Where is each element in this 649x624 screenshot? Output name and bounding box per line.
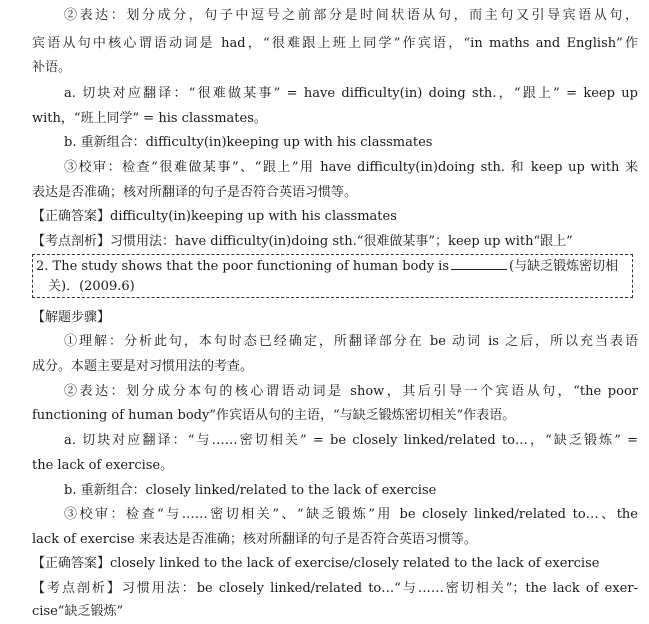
recombine2-line: b. 重新组合：closely linked/related to the lack of exercise <box>64 483 437 498</box>
correct-answer2-text: closely linked to the lack of exercise/closely related to the lack of exercise <box>110 556 600 571</box>
match2-line-2: the lack of exercise。 <box>32 458 174 473</box>
match-line-2: with，“班上同学” = his classmates。 <box>32 111 267 126</box>
understand-line-1: ①理解：分析此句，本句时态已经确定，所翻译部分在 be 动词 is 之后，所以充当表语 <box>64 334 638 349</box>
analysis-line <box>32 230 638 254</box>
question-text: 2. The study shows that the poor functioning of human body is <box>36 259 449 274</box>
match-line-1: a. 切块对应翻译：“很难做某事” = have difficulty(in) doing sth.，“跟上” = keep up <box>64 86 638 101</box>
match2-line-1: a. 切块对应翻译：“与……密切相关” = be closely linked/related to…，“缺乏锻炼” = <box>64 433 638 448</box>
recombine-line: b. 重新组合：difficulty(in)keeping up with his classmates <box>64 135 433 150</box>
analysis-text: 习惯用法：have difficulty(in)doing sth.“很难做某事”；keep up with“跟上” <box>110 234 573 249</box>
understand-line-2: 成分。本题主要是对习惯用法的考查。 <box>32 359 254 374</box>
analysis2-label: 【考点剖析】 <box>32 581 122 596</box>
correct-answer-text: difficulty(in)keeping up with his classmates <box>110 209 397 224</box>
check-line-1: ③校审：检查“很难做某事”、“跟上”用 have difficulty(in)doing sth. 和 keep up with 来 <box>64 160 638 175</box>
expression-line-1: ②表达：划分成分，句子中逗号之前部分是时间状语从句，而主句又引导宾语从句， <box>64 8 638 23</box>
expression2-line-1: ②表达：划分成分本句的核心谓语动词是 show，其后引导一个宾语从句，“the poor <box>64 384 638 399</box>
question-line-2: 关)．(2009.6) <box>48 279 135 294</box>
check2-line-2: lack of exercise 来表达是否准确；核对所翻译的句子是否符合英语习惯等。 <box>32 532 477 547</box>
analysis2-text: 习惯用法：be closely linked/related to…“与……密切相关”；the lack of exer- <box>121 581 638 596</box>
analysis2-line-1 <box>32 577 638 601</box>
steps-heading: 【解题步骤】 <box>32 310 111 325</box>
answer-blank <box>451 256 507 270</box>
expression-line-3: 补语。 <box>32 60 72 75</box>
check2-line-1: ③校审：检查“与……密切相关”、“缺乏锻炼”用 be closely linked/related to…、the <box>64 507 638 522</box>
correct-answer-label: 【正确答案】 <box>32 209 111 224</box>
correct-answer-line <box>32 205 638 229</box>
expression2-line-2: functioning of human body”作宾语从句的主语，“与缺乏锻炼密切相关”作表语。 <box>32 408 516 423</box>
check-line-2: 表达是否准确；核对所翻译的句子是否符合英语习惯等。 <box>32 185 358 200</box>
analysis2-line-2: cise“缺乏锻炼” <box>32 604 124 619</box>
question-hint: (与缺乏锻炼密切相 <box>509 259 619 274</box>
correct-answer2-label: 【正确答案】 <box>32 556 111 571</box>
question-box <box>32 254 633 298</box>
correct-answer2-line <box>32 552 638 576</box>
analysis-label: 【考点剖析】 <box>32 234 111 249</box>
expression-line-2: 宾语从句中核心谓语动词是 had，“很难跟上班上同学”作宾语，“in maths and English”作 <box>32 36 638 51</box>
